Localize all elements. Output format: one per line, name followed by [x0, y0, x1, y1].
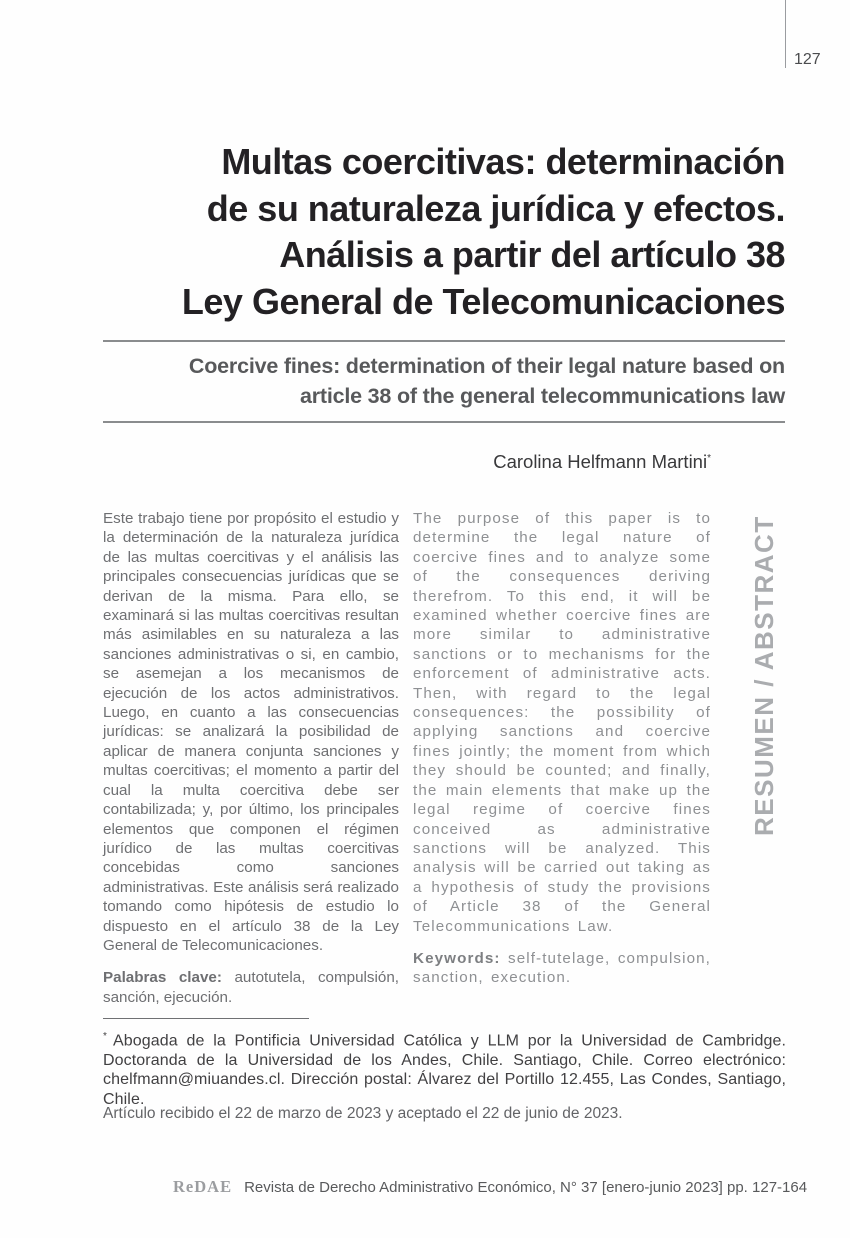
author-byline [103, 451, 711, 473]
article-title-line-2: de su naturaleza jurídica y efectos. [206, 187, 785, 229]
keywords-spanish [103, 968, 399, 1007]
keywords-spanish-label: Palabras clave: [103, 969, 222, 987]
page-margin-line [785, 0, 786, 68]
abstract-spanish-text: Este trabajo tiene por propósito el estudio y la determinación de la naturaleza jurídica de las multas coercitivas y el análisis las principales consecuencias jurídicas que se derivan de la misma. Para ello, se examinará si las multas coercitivas resultan más asimilables en su naturaleza a las sanciones administrativas o si, en cambio, se asemejan a los mecanismos de ejecución de los actos administrativos. Luego, en cuanto a las consecuencias jurídicas: se analizará la posibilidad de aplicar de manera conjunta sanciones y multas coercitivas; el momento a partir del cual la multa coercitiva debe ser contabilizada; y, por último, los principales elementos que componen el régimen jurídico de las multas coercitivas concebidas como sanciones administrativas. Este análisis será realizado tomando como hipótesis de estudio lo dispuesto en el artículo 38 de la Ley General de Telecomunicaciones. [103, 510, 399, 954]
page-number: 127 [794, 51, 821, 68]
divider-rule-bottom [103, 421, 785, 423]
article-title-line-3: Análisis a partir del artículo 38 [279, 234, 785, 275]
author-name: Carolina Helfmann Martini [493, 451, 708, 472]
article-subtitle-line-1: Coercive fines: determination of their legal nature based on [188, 354, 785, 378]
author-footnote [103, 1027, 786, 1109]
keywords-english-label: Keywords: [413, 949, 501, 967]
footnote-divider [103, 1018, 309, 1019]
journal-info: Revista de Derecho Administrativo Económico, N° 37 [enero-junio 2023] pp. 127-164 [244, 1179, 808, 1196]
keywords-english [413, 949, 711, 988]
keywords-english-list: self-tutelage, compulsion, sanction, execution. [413, 949, 711, 987]
keywords-spanish-list: autotutela, compulsión, sanción, ejecución. [103, 969, 399, 1006]
abstract-english-text: The purpose of this paper is to determine the legal nature of coercive fines and to analyze some of the consequences deriving therefrom. To this end, it will be examined whether coercive fines are more similar to administrative sanctions or to mechanisms for the enforcement of administrative acts. Then, with regard to the legal consequences: the possibility of applying sanctions and coercive fines jointly; the moment from which they should be counted; and finally, the main elements that make up the legal regime of coercive fines conceived as administrative sanctions will be analyzed. This analysis will be carried out taking as a hypothesis of study the provisions of Article 38 of the General Telecommunications Law. [413, 510, 711, 935]
abstract-column-english [413, 509, 711, 988]
article-title [103, 139, 785, 325]
footnote-text: Abogada de la Pontificia Universidad Católica y LLM por la Universidad de Cambridge. Doctoranda de la Universidad de los Andes, Chile. Santiago, Chile. Correo electrónico: chelfmann@miuandes.cl. Dirección postal: Álvarez del Portillo 12.455, Las Condes, Santiago, Chile. [103, 1032, 786, 1108]
divider-rule-top [103, 340, 785, 342]
abstract-column-spanish [103, 509, 399, 1007]
received-accepted-note: Artículo recibido el 22 de marzo de 2023 y aceptado el 22 de junio de 2023. [103, 1105, 623, 1122]
resumen-abstract-side-label: RESUMEN / ABSTRACT [749, 515, 779, 836]
journal-footer [173, 1177, 807, 1197]
author-footnote-marker: * [707, 452, 711, 464]
article-title-line-1: Multas coercitivas: determinación [221, 141, 785, 182]
article-subtitle-line-2: article 38 of the general telecommunications law [299, 384, 785, 408]
article-subtitle-english [103, 351, 785, 411]
journal-abbrev: ReDAE [173, 1177, 233, 1196]
article-title-line-4: Ley General de Telecomunicaciones [181, 280, 785, 322]
footnote-marker: * [103, 1031, 107, 1042]
